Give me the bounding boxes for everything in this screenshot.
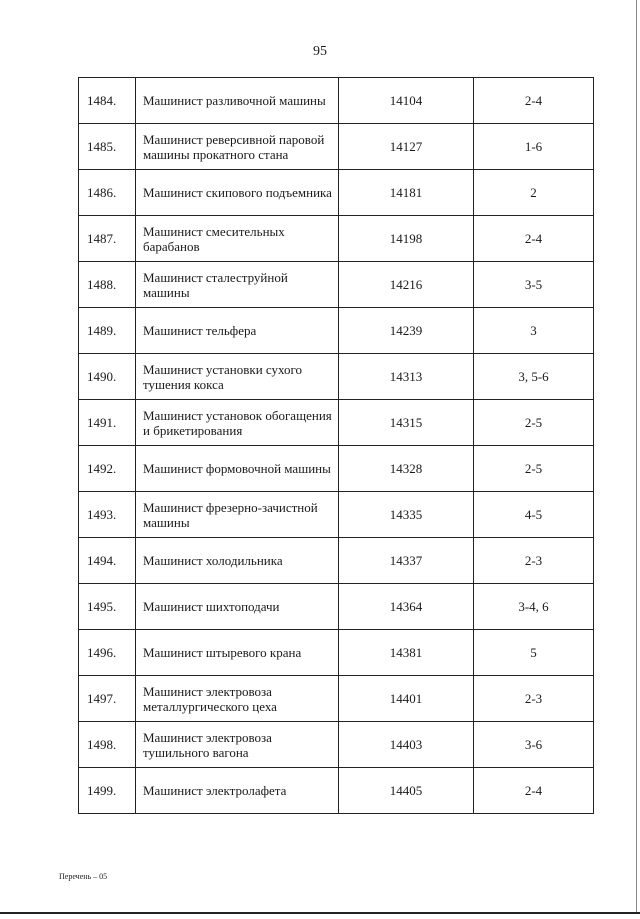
profession-code: 14337 — [339, 538, 474, 584]
profession-name: Машинист тельфера — [136, 308, 339, 354]
grade-range: 4-5 — [474, 492, 594, 538]
profession-code: 14127 — [339, 124, 474, 170]
profession-code: 14381 — [339, 630, 474, 676]
row-number: 1498. — [79, 722, 136, 768]
grade-range: 3, 5-6 — [474, 354, 594, 400]
table-row — [79, 216, 594, 262]
row-number: 1491. — [79, 400, 136, 446]
row-number: 1494. — [79, 538, 136, 584]
profession-name: Машинист электролафета — [136, 768, 339, 814]
scan-edge-bottom — [0, 912, 640, 914]
table-row — [79, 78, 594, 124]
table-row — [79, 676, 594, 722]
profession-name: Машинист электровоза тушильного вагона — [136, 722, 339, 768]
profession-code: 14239 — [339, 308, 474, 354]
profession-code: 14401 — [339, 676, 474, 722]
grade-range: 2-4 — [474, 216, 594, 262]
grade-range: 2 — [474, 170, 594, 216]
grade-range: 2-4 — [474, 768, 594, 814]
grade-range: 2-3 — [474, 676, 594, 722]
profession-code: 14216 — [339, 262, 474, 308]
profession-code: 14181 — [339, 170, 474, 216]
profession-name: Машинист штыревого крана — [136, 630, 339, 676]
grade-range: 2-5 — [474, 446, 594, 492]
table-row — [79, 722, 594, 768]
profession-name: Машинист установок обогащения и брикетирования — [136, 400, 339, 446]
row-number: 1487. — [79, 216, 136, 262]
profession-code: 14335 — [339, 492, 474, 538]
table-row — [79, 170, 594, 216]
row-number: 1485. — [79, 124, 136, 170]
table-row — [79, 354, 594, 400]
grade-range: 3-4, 6 — [474, 584, 594, 630]
table-row — [79, 446, 594, 492]
profession-name: Машинист реверсивной паровой машины прокатного стана — [136, 124, 339, 170]
row-number: 1489. — [79, 308, 136, 354]
profession-code: 14405 — [339, 768, 474, 814]
professions-table — [78, 77, 594, 814]
grade-range: 2-5 — [474, 400, 594, 446]
table-row — [79, 400, 594, 446]
profession-code: 14315 — [339, 400, 474, 446]
row-number: 1484. — [79, 78, 136, 124]
profession-code: 14328 — [339, 446, 474, 492]
profession-name: Машинист холодильника — [136, 538, 339, 584]
profession-name: Машинист сталеструйной машины — [136, 262, 339, 308]
row-number: 1488. — [79, 262, 136, 308]
row-number: 1492. — [79, 446, 136, 492]
profession-name: Машинист установки сухого тушения кокса — [136, 354, 339, 400]
grade-range: 3-5 — [474, 262, 594, 308]
row-number: 1497. — [79, 676, 136, 722]
row-number: 1499. — [79, 768, 136, 814]
table-row — [79, 492, 594, 538]
profession-code: 14198 — [339, 216, 474, 262]
profession-code: 14403 — [339, 722, 474, 768]
page-number: 95 — [313, 44, 327, 59]
profession-code: 14313 — [339, 354, 474, 400]
profession-name: Машинист скипового подъемника — [136, 170, 339, 216]
grade-range: 3 — [474, 308, 594, 354]
table-row — [79, 584, 594, 630]
table-row — [79, 768, 594, 814]
row-number: 1486. — [79, 170, 136, 216]
table-body — [79, 78, 594, 814]
row-number: 1493. — [79, 492, 136, 538]
profession-name: Машинист смесительных барабанов — [136, 216, 339, 262]
grade-range: 2-4 — [474, 78, 594, 124]
profession-name: Машинист электровоза металлургического цеха — [136, 676, 339, 722]
row-number: 1495. — [79, 584, 136, 630]
profession-name: Машинист формовочной машины — [136, 446, 339, 492]
scan-edge-right — [636, 0, 637, 912]
table-row — [79, 630, 594, 676]
table-row — [79, 124, 594, 170]
table-row — [79, 538, 594, 584]
grade-range: 3-6 — [474, 722, 594, 768]
document-footer: Перечень – 05 — [59, 872, 108, 881]
profession-name: Машинист разливочной машины — [136, 78, 339, 124]
grade-range: 1-6 — [474, 124, 594, 170]
table-row — [79, 262, 594, 308]
profession-code: 14364 — [339, 584, 474, 630]
grade-range: 5 — [474, 630, 594, 676]
row-number: 1490. — [79, 354, 136, 400]
table-row — [79, 308, 594, 354]
row-number: 1496. — [79, 630, 136, 676]
profession-name: Машинист шихтоподачи — [136, 584, 339, 630]
profession-name: Машинист фрезерно-зачистной машины — [136, 492, 339, 538]
profession-code: 14104 — [339, 78, 474, 124]
grade-range: 2-3 — [474, 538, 594, 584]
